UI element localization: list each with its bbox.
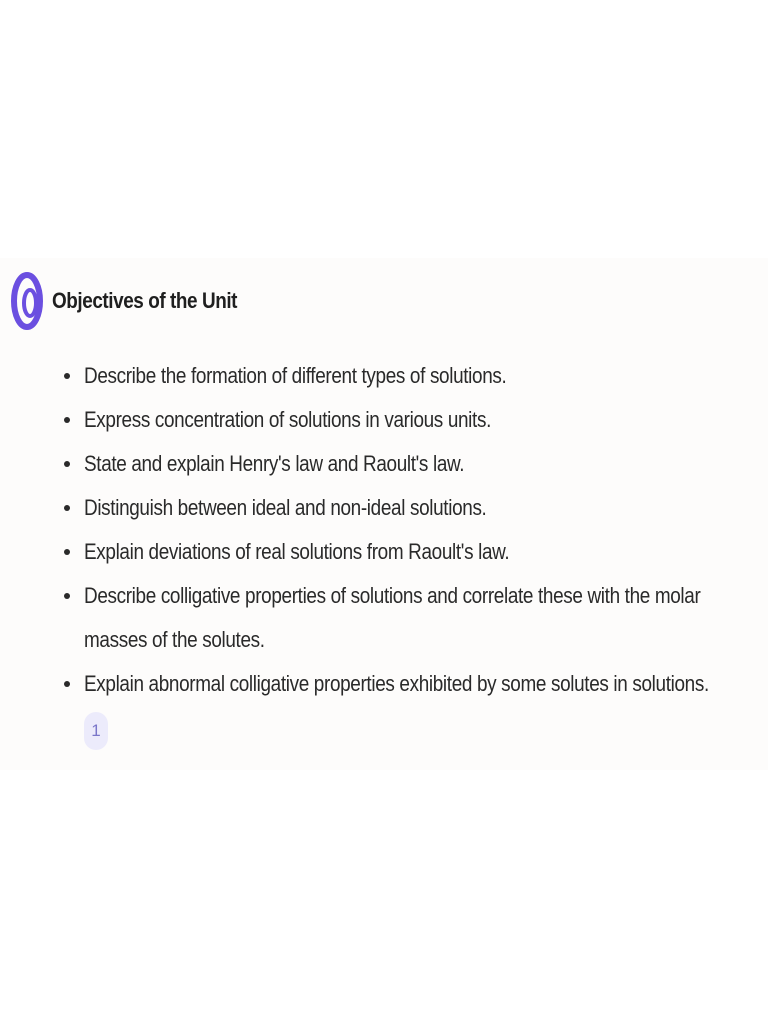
assistant-logo-icon [10, 270, 44, 332]
list-item-text: Explain abnormal colligative properties exhibited by some solutes in solutions. [84, 671, 709, 696]
objectives-list [64, 354, 754, 706]
bullet-dot [64, 373, 70, 379]
list-item [64, 354, 754, 398]
list-item-text: Describe colligative properties of solutions and correlate these with the molar masses of the solutes. [84, 583, 701, 652]
list-item-text: Distinguish between ideal and non-ideal solutions. [84, 495, 487, 520]
list-item-text: State and explain Henry's law and Raoult's law. [84, 451, 465, 476]
list-item [64, 442, 754, 486]
bullet-dot [64, 417, 70, 423]
list-item [64, 486, 754, 530]
answer-header [10, 270, 267, 332]
section-heading: Objectives of the Unit [52, 288, 238, 313]
bullet-dot [64, 549, 70, 555]
list-item-text: Describe the formation of different types of solutions. [84, 363, 507, 388]
bullet-dot [64, 593, 70, 599]
bullet-dot [64, 461, 70, 467]
bullet-dot [64, 681, 70, 687]
list-item-text: Express concentration of solutions in various units. [84, 407, 491, 432]
list-item [64, 530, 754, 574]
list-item [64, 574, 754, 662]
bullet-dot [64, 505, 70, 511]
list-item [64, 662, 754, 706]
citation-badge[interactable]: 1 [84, 712, 108, 750]
list-item-text: Explain deviations of real solutions from Raoult's law. [84, 539, 510, 564]
list-item [64, 398, 754, 442]
